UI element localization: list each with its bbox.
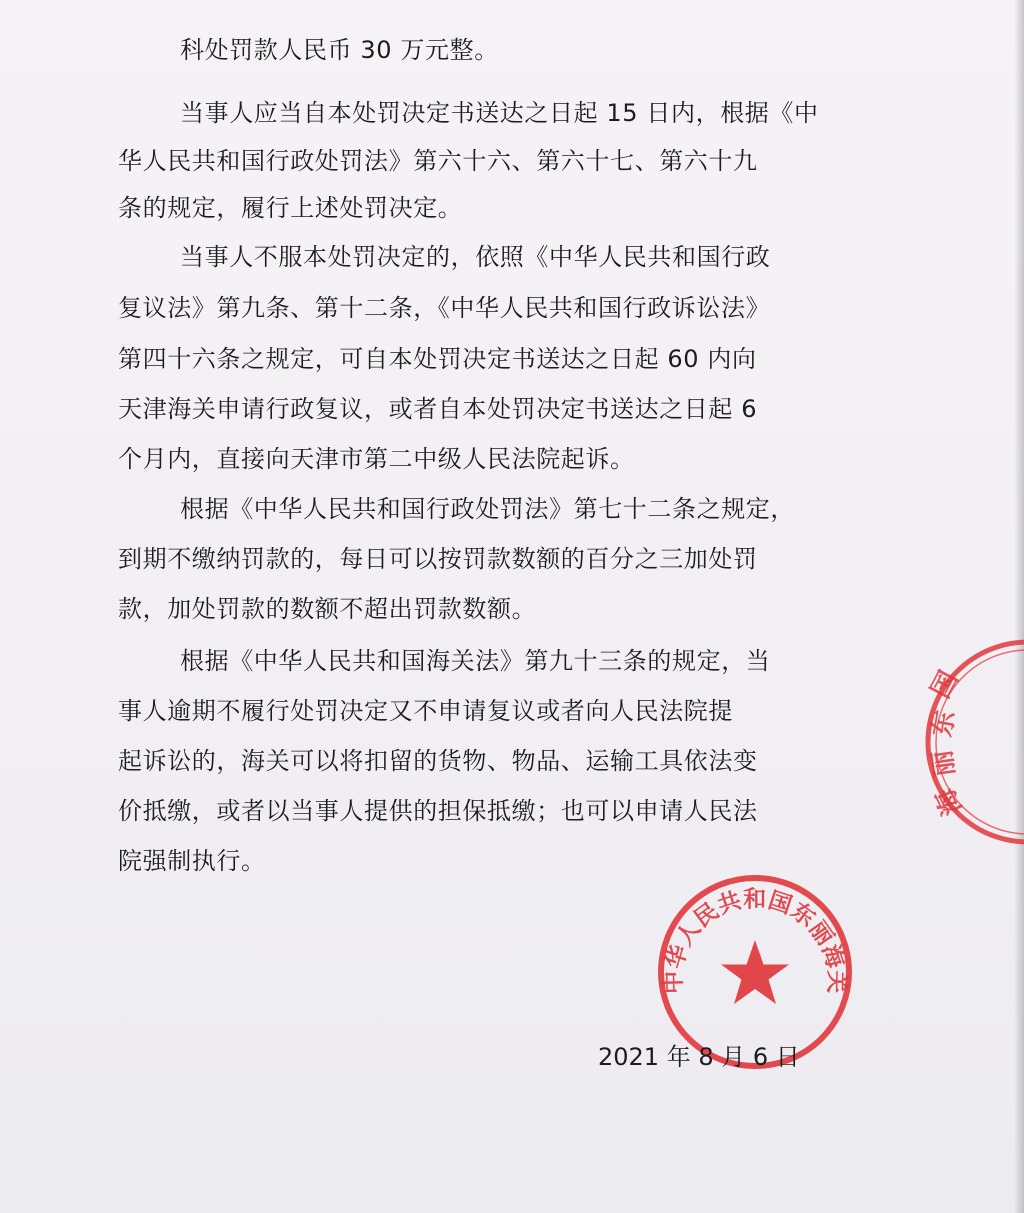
seal-text: 中华人民共和国东丽海关 <box>660 886 850 995</box>
text-line: 款，加处罚款的数额不超出罚款数额。 <box>118 595 537 623</box>
text-line: 复议法》第九条、第十二条，《中华人民共和国行政诉讼法》 <box>118 294 771 322</box>
text-line: 个月内，直接向天津市第二中级人民法院起诉。 <box>118 445 635 473</box>
svg-text:东: 东 <box>927 708 962 740</box>
svg-text:海: 海 <box>930 783 969 820</box>
text-line: 价抵缴，或者以当事人提供的担保抵缴；也可以申请人民法 <box>118 797 758 825</box>
text-line: 当事人应当自本处罚决定书送达之日起 15 日内，根据《中 <box>180 99 819 127</box>
text-line: 华人民共和国行政处罚法》第六十六、第六十七、第六十九 <box>118 147 758 175</box>
svg-text:丽: 丽 <box>927 748 961 779</box>
svg-text:国: 国 <box>925 666 965 704</box>
text-line: 天津海关申请行政复议，或者自本处罚决定书送达之日起 6 <box>118 395 758 423</box>
document-date: 2021 年 8 月 6 日 <box>598 1043 800 1071</box>
text-line: 科处罚款人民币 30 万元整。 <box>180 36 499 64</box>
text-line: 根据《中华人民共和国行政处罚法》第七十二条之规定， <box>180 495 795 523</box>
text-line: 到期不缴纳罚款的，每日可以按罚款数额的百分之三加处罚 <box>118 545 758 573</box>
text-line: 根据《中华人民共和国海关法》第九十三条的规定，当 <box>180 647 771 675</box>
text-line: 当事人不服本处罚决定的，依照《中华人民共和国行政 <box>180 243 771 271</box>
text-line: 条的规定，履行上述处罚决定。 <box>118 194 463 222</box>
text-line: 院强制执行。 <box>118 847 266 875</box>
text-line: 事人逾期不履行处罚决定又不申请复议或者向人民法院提 <box>118 697 733 725</box>
text-line: 第四十六条之规定，可自本处罚决定书送达之日起 60 内向 <box>118 345 757 373</box>
star-icon <box>721 940 789 1004</box>
partial-seal <box>910 630 1024 860</box>
page-edge-shadow <box>1014 0 1024 1213</box>
text-line: 起诉讼的，海关可以将扣留的货物、物品、运输工具依法变 <box>118 747 758 775</box>
